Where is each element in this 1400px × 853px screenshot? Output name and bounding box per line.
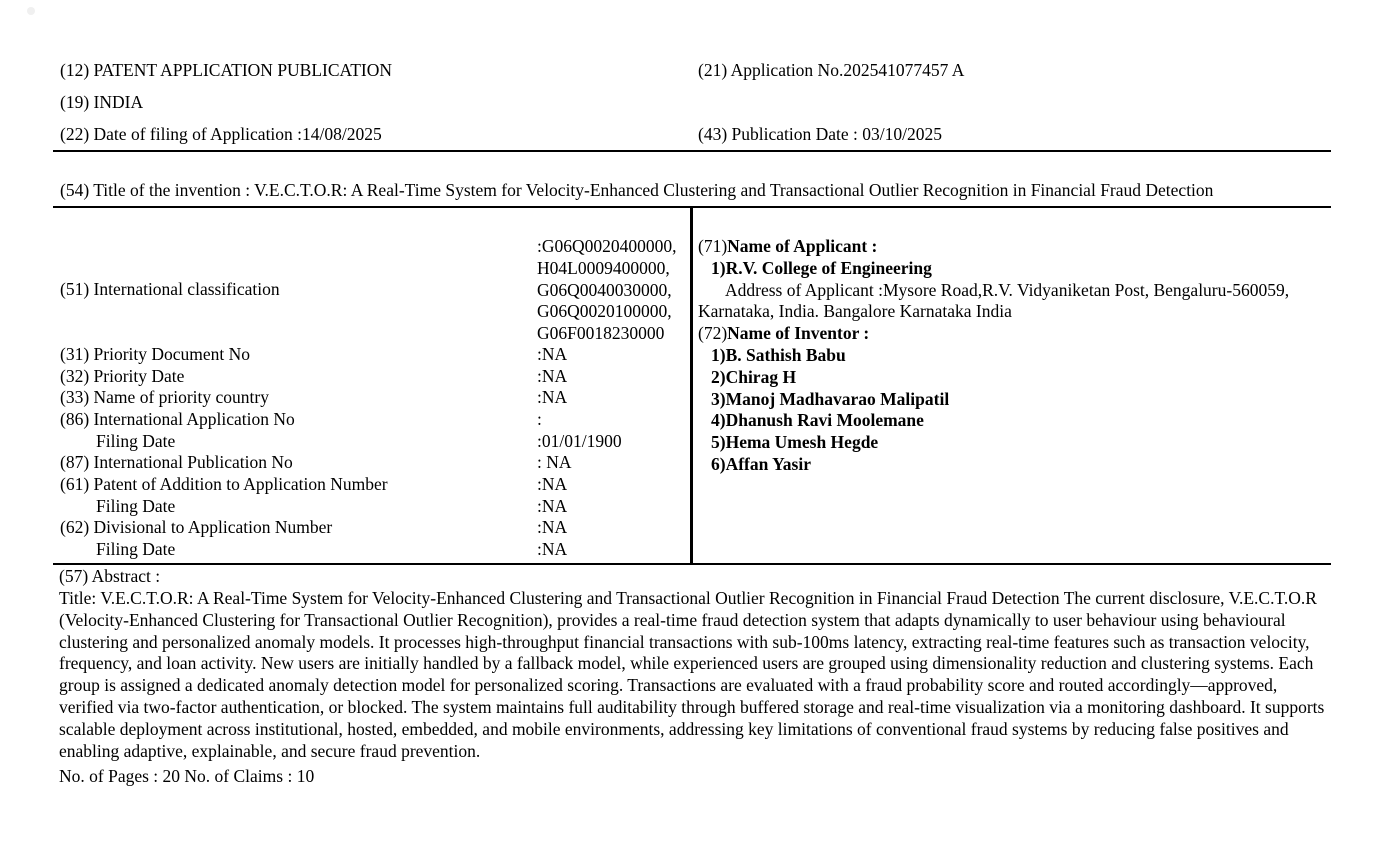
pages-count: No. of Pages : 20 [59, 766, 181, 786]
claims-count: No. of Claims : 10 [184, 766, 315, 786]
classification-code: :G06Q0020400000, [537, 236, 677, 256]
classification-code: G06Q0040030000, [537, 279, 672, 300]
field-label: Filing Date [96, 539, 176, 559]
classification-codes [537, 236, 677, 345]
header-divider [53, 150, 1331, 152]
column-divider [690, 208, 693, 565]
field-label: (87) International Publication No [60, 452, 293, 472]
inventor-name [698, 410, 1318, 432]
applicant-heading-text: Name of Applicant : [727, 236, 878, 256]
field-label: Filing Date [96, 431, 176, 451]
field-label: (32) Priority Date [60, 366, 185, 386]
abstract-heading: (57) Abstract : [59, 566, 161, 586]
field-label: (62) Divisional to Application Number [60, 517, 333, 537]
classification-code: H04L0009400000, [537, 257, 670, 278]
field-value: :NA [537, 517, 568, 537]
field-label: (33) Name of priority country [60, 387, 269, 407]
field-value: :NA [537, 387, 568, 407]
inventor-heading-text: Name of Inventor : [727, 323, 870, 344]
applicant-number: (71) [698, 236, 728, 256]
abstract-text: Title: V.E.C.T.O.R: A Real-Time System for Velocity-Enhanced Clustering and Transactional Outlier Recognition in Financial Fraud Detection The current disclosure, V.E.C.T.O.R (Velocity-Enhanced Clustering for Transactional Outlier Recognition), provides a real-time fraud detection system that adapts dynamically to user behaviour using behavioural clustering and personalized anomaly models. It processes high-throughput financial transactions with sub-100ms latency, extracting real-time features such as transaction velocity, frequency, and loan activity. New users are initially handled by a fallback model, while experienced users are grouped using dimensionality reduction and clustering systems. Each group is assigned a dedicated anomaly detection model for personalized scoring. Transactions are evaluated with a fraud probability score and routed accordingly—approved, verified via two-factor authentication, or blocked. The system maintains full auditability through buffered storage and real-time visualization via a monitoring dashboard. It supports scalable deployment across institutional, hosted, embedded, and mobile environments, addressing key limitations of conventional fraud systems by reducing false positives and enabling adaptive, explainable, and secure fraud prevention. [59, 588, 1325, 761]
inventor-heading [698, 323, 1318, 345]
applicant-name-text: 1)R.V. College of Engineering [711, 257, 932, 278]
field-label: (61) Patent of Addition to Application Number [60, 474, 388, 494]
field-label: Filing Date [96, 496, 176, 516]
inventor-name-text: 1)B. Sathish Babu [711, 344, 846, 365]
inventor-name-text: 5)Hema Umesh Hegde [711, 432, 879, 453]
inventor-number: (72) [698, 323, 728, 344]
field-value: :NA [537, 344, 568, 364]
applicant-name [698, 258, 1318, 280]
inventor-name-text: 6)Affan Yasir [711, 453, 811, 474]
inventor-name-text: 3)Manoj Madhavarao Malipatil [711, 388, 950, 409]
field-value: :01/01/1900 [537, 431, 622, 451]
field-value: :NA [537, 496, 568, 516]
inventor-name [698, 432, 1318, 454]
application-number: (21) Application No.202541077457 A [698, 60, 965, 80]
inventor-name [698, 454, 1318, 476]
field-value: :NA [537, 474, 568, 494]
applicant-address: Address of Applicant :Mysore Road,R.V. Vidyaniketan Post, Bengaluru-560059, Karnataka, India. Bangalore Karnataka India [698, 279, 1290, 322]
applicant-inventor-panel [698, 236, 1318, 476]
publication-type: (12) PATENT APPLICATION PUBLICATION [60, 60, 393, 80]
invention-title: (54) Title of the invention : V.E.C.T.O.R: A Real-Time System for Velocity-Enhanced Clustering and Transactional Outlier Recognition in Financial Fraud Detection [60, 180, 1214, 200]
inventor-name [698, 367, 1318, 389]
inventor-name [698, 389, 1318, 411]
applicant-heading [698, 236, 1318, 258]
field-label: (86) International Application No [60, 409, 295, 429]
classification-label: (51) International classification [60, 279, 280, 299]
page-claim-counts [59, 766, 314, 788]
filing-date: (22) Date of filing of Application :14/08/2025 [60, 124, 382, 144]
table-bottom-divider [53, 563, 1331, 565]
field-value: :NA [537, 539, 568, 559]
field-value: : [537, 409, 542, 429]
inventor-name-text: 2)Chirag H [711, 366, 797, 387]
classification-code: G06Q0020100000, [537, 301, 672, 322]
country: (19) INDIA [60, 92, 144, 112]
field-value: :NA [537, 366, 568, 386]
field-label: (31) Priority Document No [60, 344, 251, 364]
inventor-name [698, 345, 1318, 367]
inventor-name-text: 4)Dhanush Ravi Moolemane [711, 410, 924, 431]
field-value: : NA [537, 452, 572, 472]
publication-date: (43) Publication Date : 03/10/2025 [698, 124, 942, 144]
classification-code: G06F0018230000 [537, 323, 665, 344]
corner-dot [27, 7, 35, 15]
